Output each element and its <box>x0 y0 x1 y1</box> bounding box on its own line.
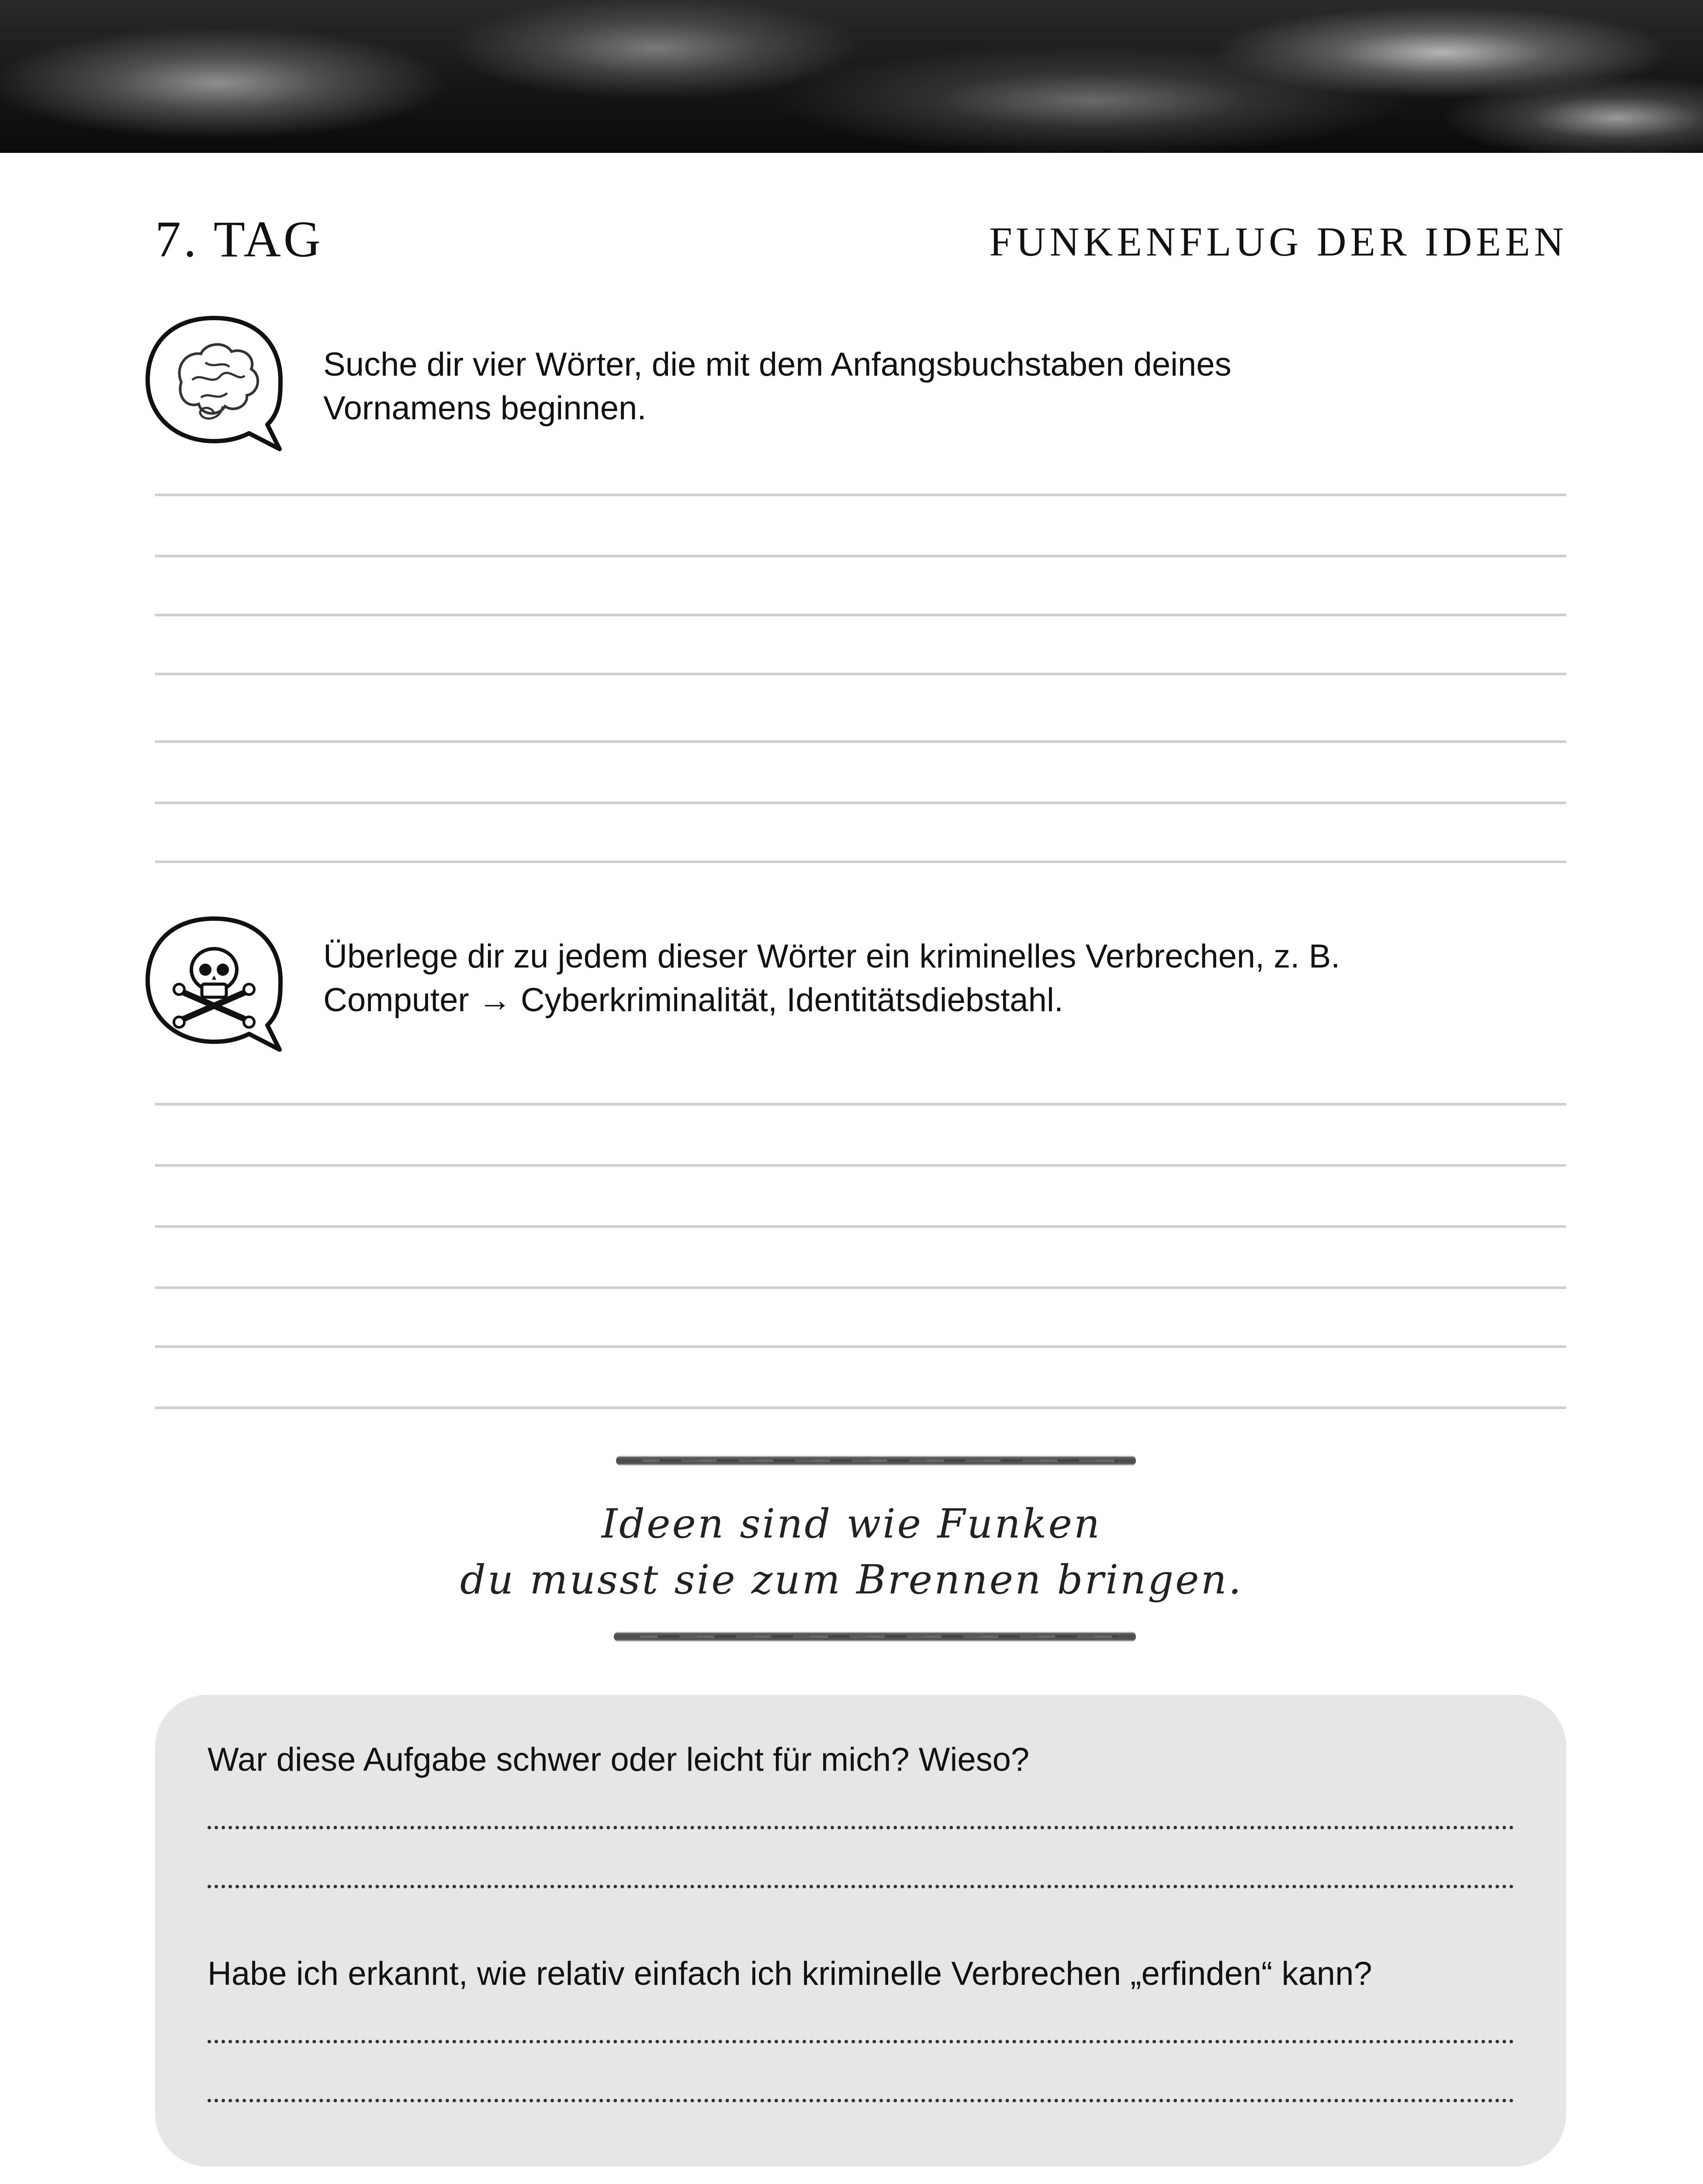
answer-line-3[interactable] <box>208 2040 1514 2043</box>
brain-speech-bubble-icon <box>140 310 288 459</box>
answer-line-4[interactable] <box>208 2099 1514 2102</box>
writing-line[interactable] <box>155 1103 1566 1106</box>
task-1-line-2: Vornamens beginnen. <box>323 390 647 427</box>
writing-line[interactable] <box>155 860 1566 863</box>
writing-line[interactable] <box>155 1406 1566 1409</box>
writing-line[interactable] <box>155 740 1566 743</box>
reflection-box <box>155 1695 1566 2167</box>
task-2-line-1: Überlege dir zu jedem dieser Wörter ein kriminelles Verbrechen, z. B. <box>323 938 1340 975</box>
skull-crossbones-speech-bubble-icon <box>140 911 288 1059</box>
quote-line-2: du musst sie zum Brennen bringen. <box>460 1556 1243 1603</box>
task-1-text <box>323 343 1590 430</box>
writing-line[interactable] <box>155 614 1566 616</box>
answer-line-1[interactable] <box>208 1826 1514 1829</box>
brush-stroke-divider-bottom <box>614 1631 1136 1642</box>
section-title: FUNKENFLUG DER IDEEN <box>989 219 1568 265</box>
writing-line[interactable] <box>155 494 1566 496</box>
writing-line[interactable] <box>155 1345 1566 1348</box>
task-2-line-2: Computer → Cyberkriminalität, Identitätsdiebstahl. <box>323 981 1063 1019</box>
writing-line[interactable] <box>155 555 1566 557</box>
reflection-question-1: War diese Aufgabe schwer oder leicht für mich? Wieso? <box>208 1741 1030 1778</box>
quote-line-1: Ideen sind wie Funken <box>601 1500 1102 1547</box>
answer-line-2[interactable] <box>208 1885 1514 1888</box>
writing-line[interactable] <box>155 802 1566 804</box>
writing-line[interactable] <box>155 1286 1566 1289</box>
writing-line[interactable] <box>155 1164 1566 1167</box>
task-2-text <box>323 935 1590 1022</box>
task-1-line-1: Suche dir vier Wörter, die mit dem Anfangsbuchstaben deines <box>323 346 1232 383</box>
writing-line[interactable] <box>155 673 1566 675</box>
brush-stroke-divider-top <box>616 1455 1136 1466</box>
storm-cloud-banner <box>0 0 1703 153</box>
day-title: 7. TAG <box>155 211 323 268</box>
quote <box>0 1496 1703 1608</box>
reflection-question-2: Habe ich erkannt, wie relativ einfach ich kriminelle Verbrechen „erfinden“ kann? <box>208 1955 1372 1992</box>
writing-line[interactable] <box>155 1225 1566 1228</box>
